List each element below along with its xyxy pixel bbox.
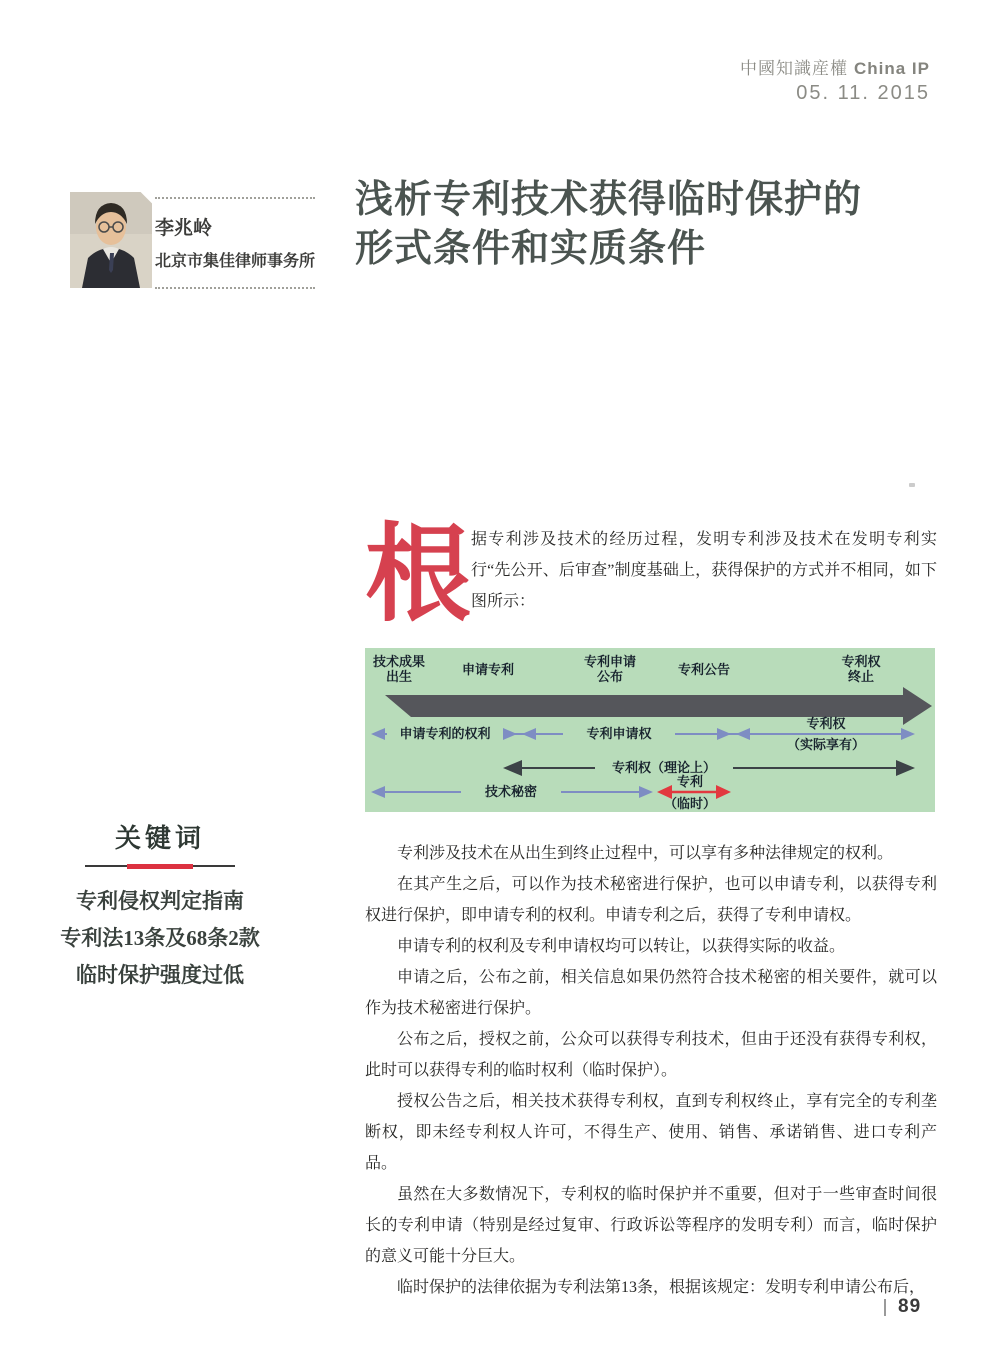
page-number-block	[884, 1296, 921, 1318]
dropcap-character: 根	[365, 517, 471, 634]
milestone-file-application: 申请专利	[461, 662, 514, 677]
milestone-tech-birth: 技术成果 出生	[372, 654, 425, 684]
page-number: 89	[898, 1296, 922, 1317]
body-paragraph: 临时保护的法律依据为专利法第13条，根据该规定：发明专利申请公布后，	[397, 1279, 926, 1296]
brand-name: China IP	[853, 59, 930, 78]
author-info	[155, 197, 315, 289]
milestone-patent-expiry: 专利权 终止	[841, 654, 881, 684]
milestone-application-published: 专利申请 公布	[583, 654, 636, 684]
issue-date: 05. 11. 2015	[796, 82, 930, 104]
label-trade-secret: 技术秘密	[461, 784, 561, 800]
body-paragraph: 专利涉及技术在从出生到终止过程中，可以享有多种法律规定的权利。	[397, 845, 894, 862]
body-paragraph: 虽然在大多数情况下，专利权的临时保护并不重要，但对于一些审查时间很长的专利申请（特别是经过复审、行政诉讼等程序的发明专利）而言，临时保护的意义可能十分巨大。	[365, 1186, 937, 1265]
body-paragraph: 申请之后，公布之前，相关信息如果仍然符合技术秘密的相关要件，就可以作为技术秘密进行保护。	[365, 969, 937, 1017]
author-name: 李兆岭	[155, 218, 213, 239]
body-paragraph: 申请专利的权利及专利申请权均可以转让，以获得实际的收益。	[397, 938, 846, 955]
body-paragraph: 授权公告之后，相关技术获得专利权，直到专利权终止，享有完全的专利垄断权，即未经专利权人许可，不得生产、使用、销售、承诺销售、进口专利产品。	[365, 1093, 937, 1172]
keywords-panel	[40, 818, 280, 994]
keywords-heading: 关键词	[114, 824, 205, 853]
label-temporary-patent: 专利 （临时）	[663, 774, 716, 811]
intro-text: 据专利涉及技术的经历过程，发明专利涉及技术在发明专利实行“先公开、后审查”制度基础上，获得保护的方式并不相同，如下图所示：	[471, 531, 937, 610]
intro-paragraph	[365, 517, 937, 634]
label-application-right: 专利申请权	[563, 726, 675, 742]
title-line-2: 形式条件和实质条件	[355, 228, 707, 270]
milestone-grant-announced: 专利公告	[677, 662, 730, 677]
label-patent-right-theoretical: 专利权（理论上）	[595, 760, 733, 776]
masthead	[740, 54, 930, 79]
patent-timeline-diagram	[365, 648, 935, 812]
body-paragraph: 公布之后，授权之前，公众可以获得专利技术，但由于还没有获得专利权，此时可以获得专利的临时权利（临时保护）。	[365, 1031, 937, 1079]
magazine-name: 中國知識産權	[739, 59, 848, 78]
page-header	[740, 54, 930, 105]
article-body	[365, 838, 937, 1303]
keyword-item: 专利侵权判定指南	[76, 889, 244, 913]
author-portrait-illustration	[70, 192, 152, 288]
label-right-to-apply: 申请专利的权利	[387, 726, 503, 742]
body-paragraph: 在其产生之后，可以作为技术秘密进行保护，也可以申请专利，以获得专利权进行保护，即申请专利的权利。申请专利之后，获得了专利申请权。	[365, 876, 937, 924]
page-number-divider	[884, 1299, 886, 1316]
label-patent-right-actual: 专利权 （实际享有）	[786, 716, 865, 752]
keywords-divider	[85, 864, 235, 869]
scan-artifact	[909, 483, 915, 487]
article-title	[355, 176, 915, 274]
author-affiliation: 北京市集佳律师事务所	[155, 253, 316, 270]
keyword-item: 专利法13条及68条2款	[60, 926, 260, 950]
keywords-divider-accent	[127, 864, 193, 869]
author-photo	[70, 192, 152, 288]
keyword-item: 临时保护强度过低	[76, 963, 244, 987]
title-line-1: 浅析专利技术获得临时保护的	[355, 179, 863, 221]
